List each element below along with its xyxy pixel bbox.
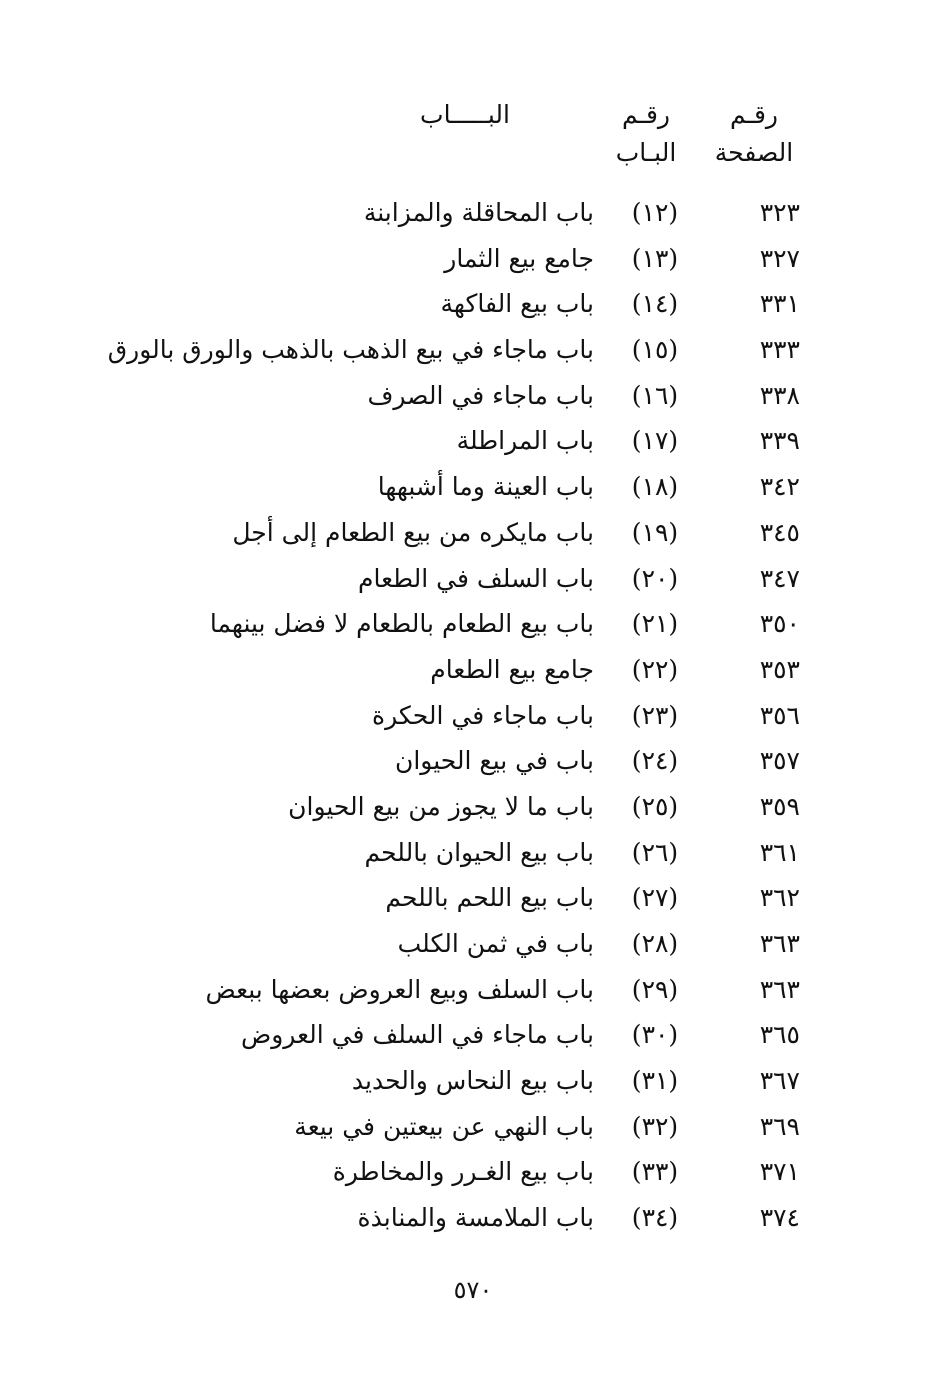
toc-page-number: ٣٣٨ (759, 380, 800, 410)
toc-page-number: ٣٤٥ (759, 517, 800, 547)
toc-chapter-title: باب المراطلة (456, 426, 594, 456)
toc-chapter-number: (٢١) (631, 609, 679, 639)
toc-chapter-number: (١٣) (631, 243, 679, 273)
toc-row (140, 236, 800, 282)
toc-chapter-title: باب ماجاء في الصرف (367, 380, 594, 410)
toc-row (140, 875, 800, 921)
toc-chapter-number: (٢٢) (631, 654, 679, 684)
toc-page-number: ٣٤٢ (759, 472, 800, 502)
toc-chapter-title: باب الملامسة والمنابذة (357, 1203, 594, 1233)
toc-page-number: ٣٥٩ (759, 791, 800, 821)
toc-chapter-title: باب المحاقلة والمزابنة (363, 198, 594, 227)
toc-row (107, 327, 800, 373)
toc-chapter-number: (١٦) (631, 380, 679, 410)
toc-row (140, 1149, 800, 1195)
toc-chapter-number: (٣٣) (631, 1157, 679, 1187)
toc-chapter-title: باب بيع الحيوان باللحم (364, 837, 594, 867)
toc-row (140, 510, 800, 556)
toc-page-number: ٣٦٣ (759, 929, 800, 958)
toc-row (140, 1195, 800, 1241)
toc-chapter-title: باب بيع الطعام بالطعام لا فضل بينهما (209, 609, 594, 639)
toc-chapter-number: (٢٨) (631, 929, 679, 958)
toc-page-number: ٣٧٤ (759, 1203, 800, 1233)
toc-chapter-title: باب مايكره من بيع الطعام إلى أجل (232, 517, 594, 547)
toc-chapter-number: (١٨) (631, 472, 679, 502)
toc-rows (107, 190, 800, 1241)
toc-row (140, 1104, 800, 1150)
toc-row (140, 464, 800, 510)
page-number-column-header (708, 96, 800, 172)
toc-page-number: ٣٥٣ (759, 654, 800, 684)
toc-chapter-number: (١٧) (631, 426, 679, 456)
toc-chapter-title: باب ماجاء في بيع الذهب بالذهب والورق بالورق (107, 335, 594, 365)
chapter-title-column-header (380, 96, 550, 134)
toc-chapter-number: (٢٧) (631, 883, 679, 913)
chapter-col-header-line1: رقـم (622, 100, 670, 129)
page-col-header-line1: رقـم (730, 100, 778, 129)
toc-chapter-title: باب العينة وما أشبهها (377, 472, 594, 502)
toc-page-number: ٣٢٣ (759, 198, 800, 227)
toc-chapter-title: باب السلف في الطعام (358, 563, 594, 593)
toc-chapter-title: باب في ثمن الكلب (397, 929, 594, 958)
toc-page-number: ٣٥٧ (759, 746, 800, 776)
toc-chapter-number: (٣٢) (631, 1111, 679, 1141)
toc-page-number: ٣٦٥ (759, 1020, 800, 1050)
toc-chapter-number: (٣٤) (631, 1203, 679, 1233)
toc-page-number: ٣٤٧ (759, 563, 800, 593)
toc-chapter-number: (٣٠) (631, 1020, 679, 1050)
toc-chapter-number: (١٥) (631, 335, 679, 365)
page-col-header-line2: الصفحة (714, 138, 794, 167)
toc-row (140, 373, 800, 419)
toc-chapter-title: باب بيع اللحم باللحم (385, 883, 594, 913)
toc-row (140, 967, 800, 1013)
toc-chapter-title: باب ماجاء في الحكرة (372, 700, 594, 730)
toc-row (140, 1058, 800, 1104)
toc-chapter-title: باب بيع الفاكهة (440, 289, 594, 319)
toc-chapter-number: (٢٤) (631, 746, 679, 776)
chapter-col-header-line2: البـاب (615, 138, 677, 167)
toc-page-number: ٣٢٧ (759, 243, 800, 273)
toc-chapter-title: باب بيع النحاس والحديد (351, 1066, 594, 1096)
toc-chapter-title: جامع بيع الطعام (430, 654, 594, 684)
toc-row (140, 418, 800, 464)
toc-page-number: ٣٣٣ (759, 335, 800, 365)
toc-page-number: ٣٦١ (759, 837, 800, 867)
toc-row (140, 281, 800, 327)
toc-row (140, 556, 800, 602)
toc-chapter-number: (٢٩) (631, 974, 679, 1004)
toc-page-number: ٣٦٢ (759, 883, 800, 913)
toc-chapter-title: جامع بيع الثمار (444, 243, 594, 273)
toc-page-number: ٣٥٠ (759, 609, 800, 639)
toc-row (140, 830, 800, 876)
toc-row (140, 784, 800, 830)
toc-row (140, 693, 800, 739)
toc-row (140, 190, 800, 236)
toc-chapter-number: (١٩) (631, 517, 679, 547)
toc-chapter-number: (١٤) (631, 289, 679, 319)
toc-chapter-title: باب السلف وبيع العروض بعضها ببعض (205, 974, 594, 1004)
footer-page-number: ٥٧٠ (453, 1276, 493, 1304)
title-col-header: البـــــاب (420, 100, 510, 129)
toc-chapter-title: باب في بيع الحيوان (394, 746, 594, 776)
page-footer (0, 1274, 946, 1306)
toc-chapter-number: (٢٠) (631, 563, 679, 593)
toc-row (140, 647, 800, 693)
toc-chapter-title: باب بيع الغـرر والمخاطرة (332, 1157, 594, 1187)
toc-chapter-number: (٢٥) (631, 791, 679, 821)
toc-page-number: ٣٣١ (759, 289, 800, 319)
toc-chapter-number: (٢٣) (631, 700, 679, 730)
toc-chapter-number: (٣١) (631, 1066, 679, 1096)
toc-chapter-title: باب ماجاء في السلف في العروض (241, 1020, 594, 1050)
toc-page-number: ٣٥٦ (759, 700, 800, 730)
toc-chapter-title: باب النهي عن بيعتين في بيعة (294, 1111, 594, 1141)
toc-page-number: ٣٦٩ (759, 1111, 800, 1141)
toc-row (140, 738, 800, 784)
toc-page-number: ٣٦٧ (759, 1066, 800, 1096)
toc-chapter-number: (١٢) (631, 198, 679, 227)
toc-row (140, 921, 800, 967)
toc-page-number: ٣٧١ (759, 1157, 800, 1187)
table-header (160, 96, 800, 176)
toc-row (140, 1012, 800, 1058)
toc-page-number: ٣٦٣ (759, 974, 800, 1004)
toc-chapter-title: باب ما لا يجوز من بيع الحيوان (288, 791, 594, 821)
toc-chapter-number: (٢٦) (631, 837, 679, 867)
toc-row (140, 601, 800, 647)
toc-page-number: ٣٣٩ (759, 426, 800, 456)
chapter-number-column-header (610, 96, 682, 172)
